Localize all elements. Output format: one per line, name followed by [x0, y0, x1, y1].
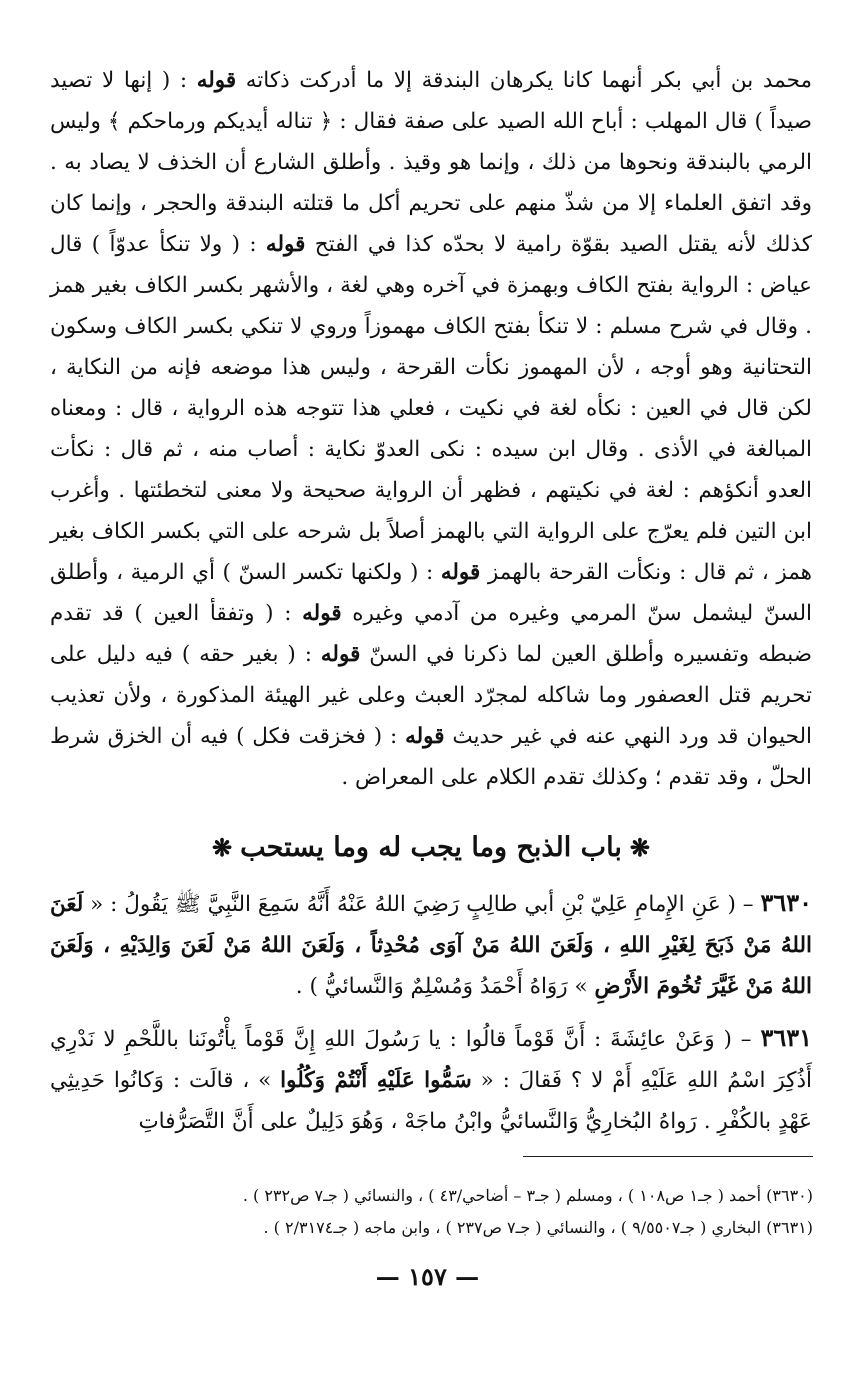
flower-ornament-icon: ❋ [629, 833, 650, 862]
qawluhu-keyword: قوله [320, 642, 361, 667]
footnote-3631: (٣٦٣١) البخاري ( جـ٩/٥٥٠٧ ) ، والنسائي ( جـ٧ ص٢٣٧ ) ، وابن ماجه ( جـ٢/٣١٧٤ ) . [263, 1218, 813, 1237]
page-body [50, 60, 812, 1152]
hadith-number: ٣٦٣٠ [760, 888, 812, 917]
qawluhu-keyword: قوله [265, 232, 306, 257]
hadith-intro: – ( وَعَنْ عائِشَةَ : أَنَّ قَوْماً قالُوا : يا رَسُولَ اللهِ إِنَّ قَوْماً يأْتُونَنا باللَّحْمِ لا نَدْرِي أَذُكِرَ اسْمُ اللهِ عَلَيْهِ أَمْ لا ؟ فَقالَ : « [50, 1027, 812, 1093]
commentary-section [50, 60, 812, 798]
qawluhu-keyword: قوله [302, 601, 342, 626]
footnotes [50, 1180, 813, 1244]
qawluhu-keyword: قوله [440, 560, 481, 585]
hadith-intro: – ( عَنِ الإِمامِ عَلِيّ بْنِ أبي طالِبٍ رَضِيَ اللهُ عَنْهُ أَنَّهُ سَمِعَ النَّبِيَّ ﷺ يَقُولُ : « [83, 892, 761, 917]
commentary-text: : ( إنها لا تصيد صيداً ) قال المهلب : أباح الله الصيد على صفة فقال : ﴿ تناله أيديكم ورماحكم ﴾ وليس الرمي بالبندقة ونحوها من ذلك ، وإنما هو وقيذ . وأطلق الشارع أن الخذف لا يصاد به . وقد اتفق العلماء إلا من شذّ منهم على تحريم أكل ما قتلته البندقة والحجر ، وإنما كان كذلك لأنه يقتل الصيد بقوّة رامية لا بحدّه كذا في الفتح [50, 68, 812, 257]
commentary-text: : ( فخزقت فكل ) فيه أن الخزق شرط الحلّ ، وقد تقدم ؛ وكذلك تقدم الكلام على المعراض . [50, 724, 812, 790]
hadith-number: ٣٦٣١ [760, 1023, 812, 1052]
hadith-matn: سَمُّوا عَلَيْهِ أَنْتُمْ وَكُلُوا [280, 1068, 472, 1093]
footnote-divider [523, 1156, 813, 1157]
hadith-3630 [50, 882, 812, 1007]
qawluhu-keyword: قوله [196, 68, 237, 93]
commentary-text: محمد بن أبي بكر أنهما كانا يكرهان البندقة إلا ما أدركت ذكاته [236, 68, 812, 93]
hadith-matn: لَعَنَ اللهُ مَنْ ذَبَحَ لِغَيْرِ اللهِ ، وَلَعَنَ اللهُ مَنْ آوَى مُحْدِثاً ، وَلَعَنَ اللهُ مَنْ لَعَنَ وَالِدَيْهِ ، وَلَعَنَ اللهُ مَنْ غَيَّرَ تُخُومَ الأَرْضِ [50, 892, 812, 999]
hadith-3631 [50, 1017, 812, 1142]
hadith-outro: » رَوَاهُ أَحْمَدُ وَمُسْلِمٌ وَالنَّسائيُّ ) . [295, 974, 595, 999]
chapter-title [50, 828, 812, 868]
commentary-paragraph [50, 60, 812, 798]
chapter-title-text: باب الذبح وما يجب له وما يستحب [240, 832, 622, 863]
footnote-3630: (٣٦٣٠) أحمد ( جـ١ ص١٠٨ ) ، ومسلم ( جـ٣ – أضاحي/٤٣ ) ، والنسائي ( جـ٧ ص٢٣٢ ) . [242, 1186, 813, 1205]
qawluhu-keyword: قوله [405, 724, 445, 749]
commentary-text: : ( وتفقأ العين ) قد تقدم ضبطه وتفسيره وأطلق العين لما ذكرنا في السنّ [50, 601, 812, 667]
commentary-text: : ( بغير حقه ) فيه دليل على تحريم قتل العصفور وما شاكله لمجرّد العبث وعلى غير الهيئة المذكورة ، ولأن تعذيب الحيوان قد ورد النهي عنه في غير حديث [50, 642, 812, 749]
page-number: — ١٥٧ — [375, 1262, 480, 1291]
hadith-outro: » ، قالَت : وَكانُوا حَدِيثِي عَهْدٍ بالكُفْرِ . رَواهُ البُخارِيُّ وَالنَّسائيُّ وابْنُ ماجَهْ ، وَهُوَ دَلِيلٌ على أَنَّ التَّصَرُّفاتِ [50, 1068, 812, 1134]
flower-ornament-icon: ❋ [212, 833, 233, 862]
commentary-text: : ( ولكنها تكسر السنّ ) أي الرمية ، وأطلق السنّ ليشمل سنّ المرمي وغيره من آدمي وغيره [50, 560, 812, 626]
commentary-text: : ( ولا تنكأ عدوّاً ) قال عياض : الرواية بفتح الكاف وبهمزة في آخره وهي لغة ، والأشهر بكسر الكاف بغير همز . وقال في شرح مسلم : لا تنكأ بفتح الكاف مهموزاً وروي لا تنكي بكسر الكاف وسكون التحتانية وهو أوجه ، لأن المهموز نكأت القرحة ، وليس هذا موضعه فإنه من النكاية ، لكن قال في العين : نكأه لغة في نكيت ، فعلي هذا تتوجه هذه الرواية ، قال : ومعناه المبالغة في الأذى . وقال ابن سيده : نكى العدوّ نكاية : أصاب منه ، ثم قال : نكأت العدو أنكؤهم : لغة في نكيتهم ، فظهر أن الرواية صحيحة ولا معنى لتخطئتها . وأغرب ابن التين فلم يعرّج على الرواية التي بالهمز أصلاً بل شرحه على التي بكسر الكاف بغير همز ، ثم قال : ونكأت القرحة بالهمز [50, 232, 812, 585]
